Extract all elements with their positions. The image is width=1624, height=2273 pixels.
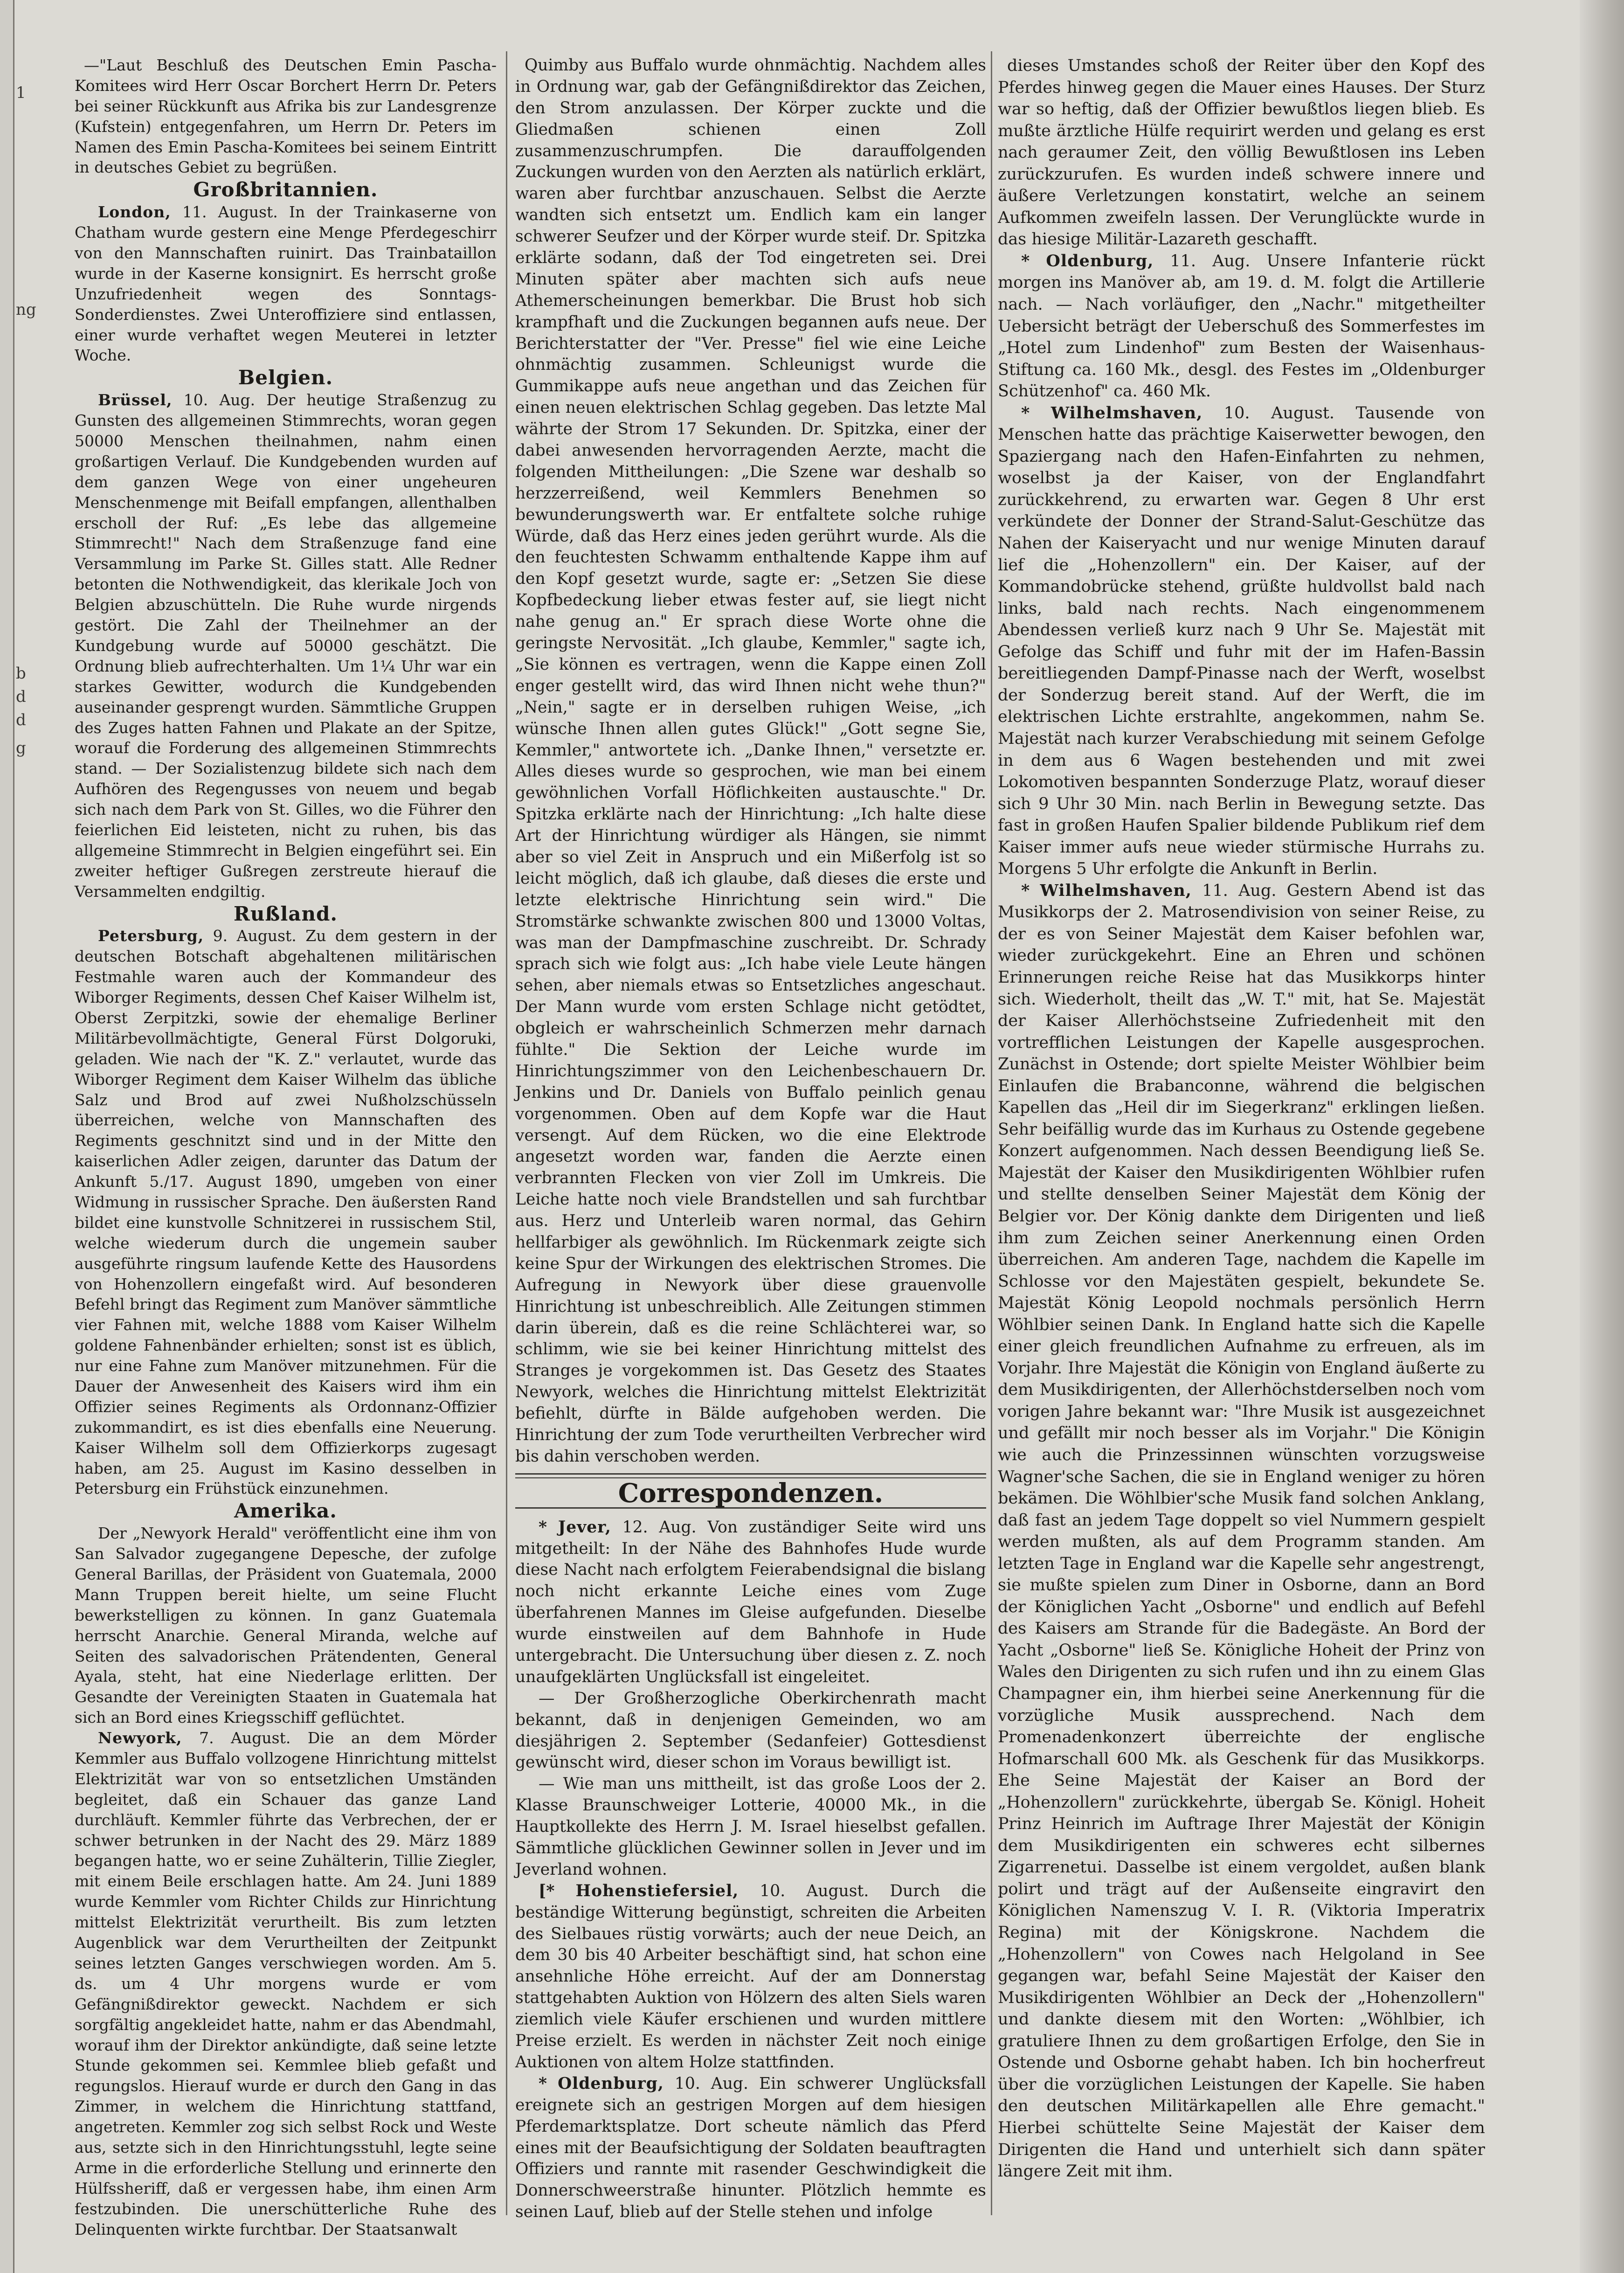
column-rule	[991, 51, 992, 2215]
column-2	[515, 55, 986, 2223]
article-text: 11. August. In der Trainkaserne von Chatham wurde gestern eine Menge Pferdegeschirr von den Mannschaften ruinirt. Das Trainbataillon wurde in der Kaserne konsignirt. Es herrscht große Unzufriedenheit wegen des Sonntags-Sonderdienstes. Zwei Unteroffiziere sind entlassen, einer wurde verhaftet wegen Meuterei in letzter Woche.	[75, 203, 497, 365]
article-text: 10. August. Tausende von Menschen hatte das prächtige Kaiserwetter bewogen, den Spaziergang nach den Hafen-Einfahrten zu nehmen, woselbst ja der Kaiser, von der Englandfahrt zurückkehrend, zu erwarten war. Gegen 8 Uhr erst verkündete der Donner der Strand-Salut-Geschütze das Nahen der Kaiseryacht und nur wenige Minuten darauf lief die „Hohenzollern" ein. Der Kaiser, auf der Kommandobrücke stehend, grüßte huldvollst bald nach links, bald nach rechts. Nach eingenommenem Abendessen verließ kurz nach 9 Uhr Se. Majestät mit Gefolge das Schiff und fuhr mit der im Hafen-Bassin bereitliegenden Dampf-Pinasse nach der Werft, woselbst der Sonderzug bereit stand. Auf der Werft, die im elektrischen Lichte erstrahlte, angekommen, nahm Se. Majestät nach kurzer Verabschiedung mit seinem Gefolge in dem aus 6 Wagen bestehenden und mit zwei Lokomotiven bespannten Sonderzuge Platz, worauf dieser sich 9 Uhr 30 Min. nach Berlin in Bewegung setzte. Das fast in großen Haufen Spalier bildende Publikum rief dem Kaiser immer aufs neue wieder stürmische Hurrahs zu. Morgens 5 Uhr erfolgte die Ankunft in Berlin.	[998, 403, 1485, 879]
article-oldenburg-manoever	[998, 250, 1485, 402]
column-3	[998, 55, 1485, 2183]
asterisk-mark: [*	[539, 1881, 555, 1900]
article-emin-pascha: —"Laut Beschluß des Deutschen Emin Pascha-Komitees wird Herr Oscar Borchert Herrn Dr. Peters bei seiner Rückkunft aus Afrika bis zur Landesgrenze (Kufstein) entgegenfahren, um Herrn Dr. Peters im Namen des Emin Pascha-Komitees bei seinem Eintritt in deutsches Gebiet zu begrüßen.	[75, 56, 497, 177]
margin-mark: g	[16, 739, 26, 757]
margin-mark: d	[16, 687, 26, 706]
article-jever	[515, 1517, 986, 1688]
article-bruessel	[75, 390, 497, 901]
article-text: 10. Aug. Ein schwerer Unglücksfall ereignete sich an gestrigen Morgen auf dem hiesigen Pferdemarktsplatze. Dort scheute nämlich das Pferd eines mit der Beaufsichtigung der Soldaten beauftragten Offiziers und rannte mit rasender Geschwindigkeit die Donnerschweerstraße hinunter. Plötzlich hemmte es seinen Lauf, blieb auf der Stelle stehen und infolge	[515, 2074, 987, 2222]
article-jever-oberkirchenrath: — Der Großherzogliche Oberkirchenrath macht bekannt, daß in denjenigen Gemeinden, wo am diesjährigen 2. September (Sedanfeier) Gottesdienst gewünscht wird, dieser schon im Voraus bewilligt ist.	[515, 1689, 986, 1772]
article-hohenstiefersiel	[515, 1881, 986, 2073]
section-heading-russland: Rußland.	[233, 902, 338, 925]
dateline: Oldenburg,	[558, 2074, 664, 2093]
article-london	[75, 202, 497, 366]
dateline: Jever,	[558, 1518, 611, 1537]
margin-mark: 1	[16, 83, 26, 102]
article-newyork	[75, 1728, 497, 2239]
margin-mark: d	[16, 711, 26, 729]
asterisk-mark: *	[539, 1518, 547, 1537]
asterisk-mark: *	[539, 2074, 547, 2093]
dateline: London,	[98, 203, 171, 222]
section-heading-amerika: Amerika.	[234, 1499, 337, 1523]
article-text: 9. August. Zu dem gestern in der deutschen Botschaft abgehaltenen militärischen Festmahle waren auch der Kommandeur des Wiborger Regiments, dessen Chef Kaiser Wilhelm ist, Oberst Zerpitzki, sowie der ehemalige Berliner Militärbevollmächtigte, General Fürst Dolgoruki, geladen. Wie nach der "K. Z." verlautet, wurde das Wiborger Regiment dem Kaiser Wilhelm das übliche Salz und Brod auf zwei Nußholzschüsseln überreichen, welche von Mannschaften des Regiments geschnitzt sind und in der Mitte den kaiserlichen Adler zeigen, darunter das Datum der Ankunft 5./17. August 1890, umgeben von einer Widmung in russischer Sprache. Den äußersten Rand bildet eine kunstvolle Schnitzerei in russischem Stil, welche wiederum durch die ungemein sauber ausgeführte ringsum laufende Kette des Hausordens von Hohenzollern eingefaßt wird. Auf besonderen Befehl bringt das Regiment zum Manöver sämmtliche vier Fahnen mit, welche 1888 vom Kaiser Wilhelm goldene Fahnenbänder erhielten; sonst ist es üblich, nur eine Fahne zum Manöver mitzunehmen. Für die Dauer der Anwesenheit des Kaisers wird ihm ein Offizier seines Regiments als Ordonnanz-Offizier zukommandirt, es ist dies ebenfalls eine Neuerung. Kaiser Wilhelm soll dem Offizierkorps zugesagt haben, am 25. August im Kasino desselben in Petersburg ein Frühstück einzunehmen.	[75, 927, 497, 1498]
column-1	[75, 55, 497, 2239]
dateline: Newyork,	[98, 1729, 182, 1747]
dateline: Brüssel,	[98, 391, 173, 409]
article-text: 11. Aug. Unsere Infanterie rückt morgen ins Manöver ab, am 19. d. M. folgt die Artillerie nach. — Nach vorläufiger, den „Nachr." mitgetheilter Uebersicht beträgt der Ueberschuß des Sommerfestes im „Hotel zum Lindenhof" zum Besten der Waisenhaus-Stiftung ca. 160 Mk., desgl. des Festes im „Oldenburger Schützenhof" ca. 460 Mk.	[998, 251, 1485, 401]
article-text: 7. August. Die an dem Mörder Kemmler aus Buffalo vollzogene Hinrichtung mittelst Elektrizität war von so entsetzlichen Umständen begleitet, daß ein Schauer das ganze Land durchläuft. Kemmler führte das Verbrechen, der er schwer betrunken in der Nacht des 29. März 1889 begangen hatte, wo er seine Zuhälterin, Tillie Ziegler, mit einem Beile erschlagen hatte. Am 24. Juni 1889 wurde Kemmler vom Richter Childs zur Hinrichtung mittelst Elektrizität verurtheilt. Bis zum letzten Augenblick war dem Verurtheilten der Zeitpunkt seines letzten Ganges verschwiegen worden. Am 5. ds. um 4 Uhr morgens wurde er vom Gefängnißdirektor geweckt. Nachdem er sich sorgfältig angekleidet hatte, nahm er das Abendmahl, worauf ihm der Direktor ankündigte, daß seine letzte Stunde gekommen sei. Kemmlee blieb gefaßt und regungslos. Hierauf wurde er durch den Gang in das Zimmer, in welchem die Hinrichtung stattfand, angetreten. Kemmler zog sich selbst Rock und Weste aus, setzte sich in den Hinrichtungsstuhl, legte seine Arme in die erforderliche Stellung und erinnerte den Hülfssheriff, daß er vergessen habe, ihm einen Arm festzubinden. Die unerschütterliche Ruhe des Delinquenten wirkte furchtbar. Der Staatsanwalt	[75, 1729, 497, 2238]
column-rule	[506, 51, 507, 2215]
section-heading-grossbritannien: Großbritannien.	[193, 178, 378, 201]
margin-mark: b	[16, 664, 26, 683]
article-jever-lotterie: — Wie man uns mittheilt, ist das große Loos der 2. Klasse Braunschweiger Lotterie, 40000 Mk., in die Hauptkollekte des Herrn J. M. Israel hieselbst gefallen. Sämmtliche glücklichen Gewinner sollen in Jever und im Jeverland wohnen.	[515, 1774, 986, 1879]
margin-mark: ng	[16, 300, 36, 319]
article-oldenburg-continued: dieses Umstandes schoß der Reiter über den Kopf des Pferdes hinweg gegen die Mauer eines Hauses. Der Sturz war so heftig, daß der Offizier bewußtlos liegen blieb. Es mußte ärztliche Hülfe requirirt werden und gelang es erst nach geraumer Zeit, den völlig Bewußtlosen ins Leben zurückzurufen. Es wurden indeß schwere innere und äußere Verletzungen konstatirt, welche an seinem Aufkommen zweifeln lassen. Der Verunglückte wurde in das hiesige Militär-Lazareth geschafft.	[998, 56, 1485, 249]
article-petersburg	[75, 926, 497, 1499]
article-amerika: Der „Newyork Herald" veröffentlicht eine ihm von San Salvador zugegangene Depesche, der zufolge General Barillas, der Präsident von Guatemala, 2000 Mann Truppen bereit hielte, um seine Flucht bewerkstelligen zu können. In ganz Guatemala herrscht Anarchie. General Miranda, welche auf Seiten des salvadorischen Prätendenten, General Ayala, steht, hat eine Niederlage erlitten. Der Gesandte der Vereinigten Staaten in Guatemala hat sich an Bord eines Kriegsschiff geflüchtet.	[75, 1524, 497, 1727]
article-wilhelmshaven-kaiser	[998, 402, 1485, 880]
article-newyork-continued: Quimby aus Buffalo wurde ohnmächtig. Nachdem alles in Ordnung war, gab der Gefängnißdirektor das Zeichen, den Strom anzulassen. Der Körper zuckte und die Gliedmaßen schienen einen Zoll zusammenzuschrumpfen. Die darauffolgenden Zuckungen wurden von den Aerzten als natürlich erklärt, waren aber furchtbar anzuschauen. Selbst die Aerzte wandten sich entsetzt um. Endlich kam ein langer schwerer Seufzer und der Körper wurde steif. Dr. Spitzka erklärte sodann, daß der Tod eingetreten sei. Drei Minuten später aber machten sich aufs neue Athemerscheinungen bemerkbar. Die Brust hob sich krampfhaft und die Zuckungen begannen aufs neue. Der Berichterstatter der "Ver. Presse" fiel wie eine Leiche ohnmächtig zusammen. Schleunigst wurde die Gummikappe aufs neue angethan und das Zeichen für einen neuen elektrischen Schlag gegeben. Das letzte Mal währte der Strom 17 Sekunden. Dr. Spitzka, einer der dabei anwesenden hervorragenden Aerzte, macht die folgenden Mittheilungen: „Die Szene war deshalb so herzzerreißend, weil Kemmlers Benehmen so bewunderungswerth war. Er entfaltete solche ruhige Würde, daß das Herz eines jeden gerührt wurde. Als die den feuchtesten Schwamm enthaltende Kappe ihm auf den Kopf gesetzt wurde, sagte er: „Setzen Sie diese Kopfbedeckung lieber etwas fester auf, sie liegt nicht nahe genug an." Er sprach diese Worte ohne die geringste Nervosität. „Ich glaube, Kemmler," sagte ich, „Sie können es vertragen, wenn die Kappe einen Zoll enger gestellt wird, das wird Ihnen nicht wehe thun?" „Nein," sagte er in derselben ruhigen Weise, „ich wünsche Ihnen allen gutes Glück!" „Gott segne Sie, Kemmler," antwortete ich. „Danke Ihnen," versetzte er. Alles dieses wurde so gesprochen, wie man bei einem gewöhnlichen Vorfall Höflichkeiten austauschte." Dr. Spitzka erklärte nach der Hinrichtung: „Ich halte diese Art der Hinrichtung würdiger als Hängen, sie nimmt aber so viel Zeit in Anspruch und ein Mißerfolg ist so leicht möglich, daß ich glaube, daß dieses die erste und letzte elektrische Hinrichtung sein wird." Die Stromstärke schwankte zwischen 800 und 13000 Voltas, was man der Dampfmaschine zuschreibt. Dr. Schrady sprach sich wie folgt aus: „Ich habe viele Leute hängen sehen, aber niemals etwas so Entsetzliches angeschaut. Der Mann wurde vom ersten Schlage nicht getödtet, obgleich er wahrscheinlich Schmerzen mehr darnach fühlte." Die Sektion der Leiche wurde im Hinrichtungszimmer von den Leichenbeschauern Dr. Jenkins und Dr. Daniels von Buffalo peinlich genau vorgenommen. Oben auf dem Kopfe war die Haut versengt. Auf dem Rücken, wo die eine Elektrode angesetzt worden war, fanden die Aerzte einen verbrannten Flecken von vier Zoll im Umkreis. Die Leiche hatte noch viele Brandstellen und sah furchtbar aus. Herz und Unterleib waren normal, das Gehirn hellfarbiger als gewöhnlich. Im Rückenmark zeigte sich keine Spur der Wirkungen des elektrischen Stromes. Die Aufregung in Newyork über diese grauenvolle Hinrichtung ist unbeschreiblich. Alle Zeitungen stimmen darin überein, daß es die reine Schlächterei war, so schlimm, wie sie bei keiner Hinrichtung mittelst des Stranges je vorgekommen ist. Das Gesetz des Staates Newyork, welches die Hinrichtung mittelst Elektrizität befiehlt, dürfte in Bälde aufgehoben werden. Die Hinrichtung der zum Tode verurtheilten Verbrecher wird bis dahin verschoben werden.	[515, 56, 986, 1466]
dateline: Petersburg,	[98, 927, 204, 945]
asterisk-mark: *	[1021, 880, 1030, 900]
dateline: Wilhelmshaven,	[1040, 880, 1192, 900]
section-heading-belgien: Belgien.	[238, 366, 333, 389]
dateline: Wilhelmshaven,	[1050, 403, 1203, 423]
dateline: Oldenburg,	[1046, 251, 1154, 270]
article-text: 12. Aug. Von zuständiger Seite wird uns mitgetheilt: In der Nähe des Bahnhofes Hude wurde diese Nacht nach erfolgtem Feierabendsignal die bislang noch nicht erkannte Leiche eines vom Zuge überfahrenen Mannes im Gleise aufgefunden. Dieselbe wurde einstweilen auf dem Bahnhofe in Hude untergebracht. Die Untersuchung über diesen z. Z. noch unaufgeklärten Unglücksfall ist eingeleitet.	[515, 1518, 987, 1686]
article-oldenburg-unfall	[515, 2073, 986, 2223]
section-heading-correspondenzen: Correspondenzen.	[618, 1477, 884, 1509]
asterisk-mark: *	[1021, 403, 1030, 423]
article-text: 10. August. Durch die beständige Witterung begünstigt, schreiten die Arbeiten des Sielbaues rüstig vorwärts; auch der neue Deich, an dem 30 bis 40 Arbeiter beschäftigt sind, hat schon eine ansehnliche Höhe erreicht. Auf der am Donnerstag stattgehabten Auktion von Hölzern des alten Siels waren ziemlich viele Käufer erschienen und wurden mittlere Preise erzielt. Es werden in nächster Zeit noch einige Auktionen von altem Holze stattfinden.	[515, 1881, 987, 2072]
article-text: 11. Aug. Gestern Abend ist das Musikkorps der 2. Matrosendivision von seiner Reise, zu der es von Seiner Majestät dem Kaiser befohlen war, wieder zurückgekehrt. Eine an Ehren und schönen Erinnerungen reiche Reise hat das Musikkorps hinter sich. Wiederholt, theilt das „W. T." mit, hat Se. Majestät der Kaiser Allerhöchstseine Zufriedenheit mit den vortrefflichen Leistungen der Kapelle ausgesprochen. Zunächst in Ostende; dort spielte Meister Wöhlbier beim Einlaufen die Brabanconne, während die belgischen Kapellen das „Heil dir im Siegerkranz" erklingen ließen. Sehr beifällig wurde das im Kurhaus zu Ostende gegebene Konzert aufgenommen. Nach dessen Beendigung ließ Se. Majestät der Kaiser den Musikdirigenten Wöhlbier rufen und stellte denselben Seiner Majestät dem König der Belgier vor. Der König dankte dem Dirigenten und ließ ihm zum Zeichen seiner Anerkennung einen Orden überreichen. Am anderen Tage, nachdem die Kapelle im Schlosse vor den Majestäten gespielt, bekundete Se. Majestät König Leopold nochmals persönlich Herrn Wöhlbier seinen Dank. In England hatte sich die Kapelle einer gleich freundlichen Aufnahme zu erfreuen, als im Vorjahr. Ihre Majestät die Königin von England äußerte zu dem Musikdirigenten, der Allerhöchstderselben noch vom vorigen Jahre bekannt war: "Ihre Musik ist ausgezeichnet und gefällt mir noch besser als im Vorjahr." Die Königin wie auch die Prinzessinnen wünschten vorzugsweise Wagner'sche Sachen, die sie in England weniger zu hören bekämen. Die Wöhlbier'sche Musik fand solchen Anklang, daß fast an jedem Tage doppelt so viel Nummern gespielt werden mußten, als auf dem Programm standen. Am letzten Tage in England war die Kapelle sehr angestrengt, sie mußte spielen zum Diner in Osborne, dann an Bord der Königlichen Yacht „Osborne" und endlich auf Befehl des Kaisers am Strande für die Badegäste. An Bord der Yacht „Osborne" ließ Se. Königliche Hoheit der Prinz von Wales den Dirigenten zu sich rufen und ihn zu einem Glas Champagner ein, ihm hierbei seine Anerkennung für die vorzügliche Musik aussprechend. Nach dem Promenadenkonzert überreichte der englische Hofmarschall 600 Mk. als Geschenk für das Musikkorps. Ehe Seine Majestät der Kaiser an Bord der „Hohenzollern" zurückkehrte, übergab Se. Königl. Hoheit Prinz Heinrich im Auftrage Ihrer Majestät der Königin dem Musikdirigenten ein schweres echt silbernes Zigarrenetui. Dasselbe ist einem vergoldet, außen blank polirt und trägt auf der Außenseite eingravirt den Königlichen Namenszug V. I. R. (Viktoria Imperatrix Regina) mit der Königskrone. Nachdem die „Hohenzollern" von Cowes nach Helgoland in See gegangen war, befahl Seine Majestät der Kaiser den Musikdirigenten Wöhlbier an Deck der „Hohenzollern" und dankte diesem mit den Worten: „Wöhlbier, ich gratuliere Ihnen zu dem großartigen Erfolge, den Sie in Ostende und Osborne gehabt haben. Ich bin hocherfreut über die vorzüglichen Leistungen der Kapelle. Sie haben den deutschen Militärkapellen alle Ehre gemacht." Hierbei schüttelte Seine Majestät der Kaiser dem Dirigenten die Hand und unterhielt sich dann später längere Zeit mit ihm.	[998, 881, 1485, 2181]
asterisk-mark: *	[1021, 251, 1030, 270]
article-wilhelmshaven-musikkorps	[998, 880, 1485, 2183]
page-edge	[1580, 0, 1624, 2273]
binding-strip	[0, 0, 14, 2273]
dateline: Hohenstiefersiel,	[575, 1881, 739, 1900]
article-text: 10. Aug. Der heutige Straßenzug zu Gunsten des allgemeinen Stimmrechts, woran gegen 50000 Menschen theilnahmen, nahm einen großartigen Verlauf. Die Kundgebenden wurden auf dem ganzen Wege von einer ungeheuren Menschenmenge mit Beifall empfangen, allenthalben erscholl der Ruf: „Es lebe das allgemeine Stimmrecht!" Nach dem Straßenzuge fand eine Versammlung im Parke St. Gilles statt. Alle Redner betonten die Nothwendigkeit, das klerikale Joch von Belgien abzuschütteln. Die Ruhe wurde nirgends gestört. Die Zahl der Theilnehmer an der Kundgebung wurde auf 50000 geschätzt. Die Ordnung blieb aufrechterhalten. Um 1¼ Uhr war ein starkes Gewitter, wodurch die Kundgebenden auseinander gesprengt wurden. Sämmtliche Gruppen des Zuges hatten Fahnen und Plakate an der Spitze, worauf die Forderung des allgemeinen Stimmrechts stand. — Der Sozialistenzug bildete sich nach dem Aufhören des Regengusses von neuem und begab sich nach dem Park von St. Gilles, wo die Führer den feierlichen Eid leisteten, nicht zu ruhen, bis das allgemeine Stimmrecht in Belgien eingeführt sei. Ein zweiter heftiger Gußregen zerstreute hierauf die Versammelten endgiltig.	[75, 391, 497, 901]
